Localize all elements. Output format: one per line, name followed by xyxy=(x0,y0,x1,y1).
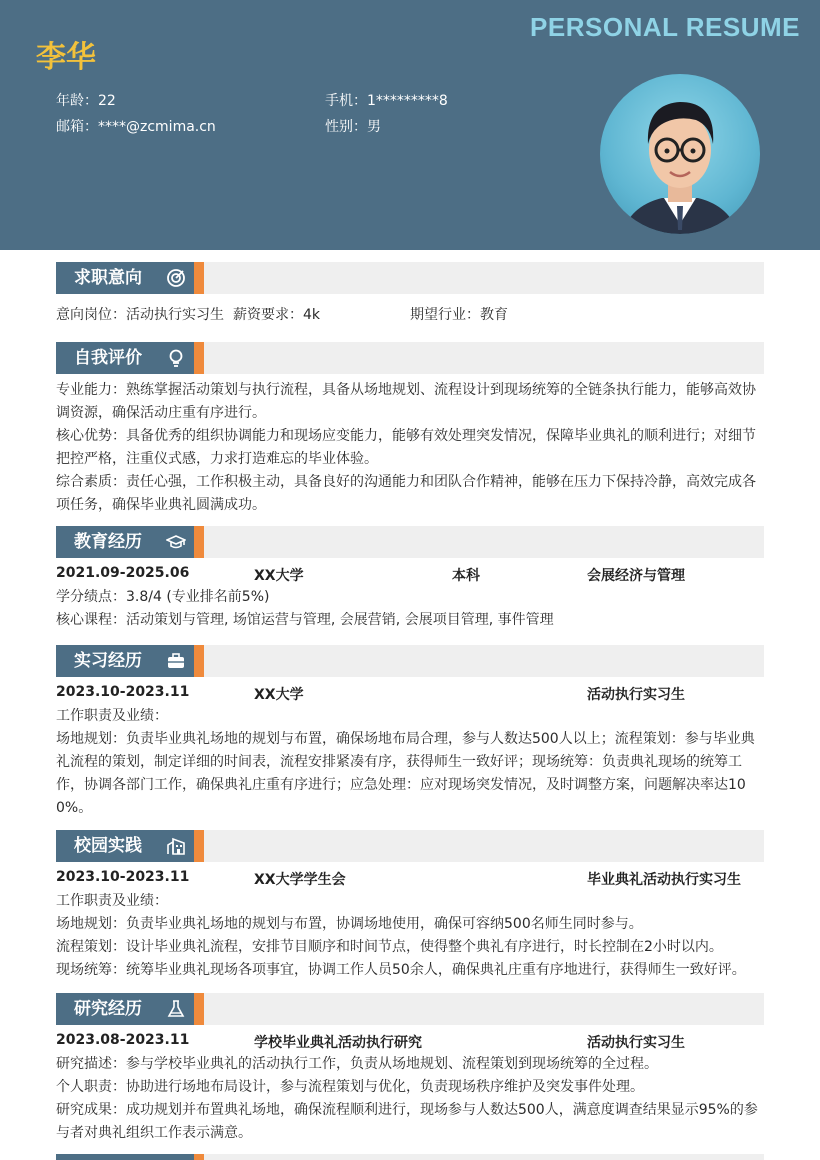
campus-org: XX大学学生会 xyxy=(254,872,346,888)
flask-icon xyxy=(166,999,186,1019)
section-research xyxy=(56,993,764,1025)
building-icon xyxy=(166,836,186,856)
text-line: 流程策划：设计毕业典礼流程，安排节目顺序和时间节点，使得整个典礼有序进行，时长控制在2小时以内。 xyxy=(56,939,723,955)
text-line: 研究描述：参与学校毕业典礼的活动执行工作，负责从场地规划、流程策划到现场统筹的全过程。 xyxy=(56,1056,658,1072)
resume-tag: PERSONAL RESUME xyxy=(530,12,800,42)
candidate-name: 李华 xyxy=(36,40,96,75)
section-accent xyxy=(194,645,204,677)
text-line: 综合素质：责任心强，工作积极主动，具备良好的沟通能力和团队合作精神，能够在压力下保持冷静，高效完成各 xyxy=(56,474,756,490)
edu-major: 会展经济与管理 xyxy=(587,568,685,584)
section-self-eval xyxy=(56,342,764,374)
target-icon xyxy=(166,268,186,288)
section-internship xyxy=(56,645,764,677)
campus-text xyxy=(56,890,768,982)
next-section-label-edge xyxy=(56,1154,194,1160)
text-line: 专业能力：熟练掌握活动策划与执行流程，具备从场地规划、流程设计到现场统筹的全链条执行能力，能够高效协 xyxy=(56,382,756,398)
section-title: 教育经历 xyxy=(56,526,194,558)
lightbulb-icon xyxy=(166,348,186,368)
intern-date: 2023.10-2023.11 xyxy=(56,684,190,700)
section-accent xyxy=(194,993,204,1025)
section-education xyxy=(56,526,764,558)
edu-courses: 核心课程：活动策划与管理, 场馆运营与管理, 会展营销, 会展项目管理, 事件管理 xyxy=(56,612,554,628)
section-accent xyxy=(194,342,204,374)
phone-field: 手机：1*********8 xyxy=(325,93,448,109)
age-field: 年龄：22 xyxy=(56,93,116,109)
text-line: 0%。 xyxy=(56,800,93,816)
intent-salary: 薪资要求：4k xyxy=(233,307,321,323)
section-accent xyxy=(194,830,204,862)
section-intent xyxy=(56,262,764,294)
intent-industry: 期望行业：教育 xyxy=(410,307,508,323)
self-eval-text xyxy=(56,379,768,517)
edu-gpa: 学分绩点：3.8/4 (专业排名前5%) xyxy=(56,589,270,605)
edu-date: 2021.09-2025.06 xyxy=(56,565,190,581)
text-line: 工作职责及业绩： xyxy=(56,893,168,909)
section-accent xyxy=(194,262,204,294)
graduation-cap-icon xyxy=(166,532,186,552)
gender-field: 性别：男 xyxy=(325,119,381,135)
intent-position: 意向岗位：活动执行实习生 xyxy=(56,307,224,323)
text-line: 工作职责及业绩： xyxy=(56,708,168,724)
text-line: 礼流程的策划，制定详细的时间表，流程安排紧凑有序，获得师生一致好评；现场统筹：负责典礼现场的统筹工 xyxy=(56,754,742,770)
text-line: 现场统筹：统筹毕业典礼现场各项事宜，协调工作人员50余人，确保典礼庄重有序地进行，获得师生一致好评。 xyxy=(56,962,746,978)
section-title: 求职意向 xyxy=(56,262,194,294)
edu-school: XX大学 xyxy=(254,568,304,584)
text-line: 作，协调各部门工作，确保典礼庄重有序进行；应急处理：应对现场突发情况，及时调整方案，问题解决率达10 xyxy=(56,777,746,793)
next-section-bar xyxy=(56,1154,764,1160)
intern-role: 活动执行实习生 xyxy=(587,687,685,703)
intern-org: XX大学 xyxy=(254,687,304,703)
text-line: 场地规划：负责毕业典礼场地的规划与布置，确保场地布局合理，参与人数达500人以上；流程策划：参与毕业典 xyxy=(56,731,755,747)
header-banner xyxy=(0,0,820,250)
avatar xyxy=(600,74,760,234)
section-title: 自我评价 xyxy=(56,342,194,374)
text-line: 场地规划：负责毕业典礼场地的规划与布置，协调场地使用，确保可容纳500名师生同时参与。 xyxy=(56,916,643,932)
text-line: 研究成果：成功规划并布置典礼场地，确保流程顺利进行，现场参与人数达500人，满意度调查结果显示95%的参 xyxy=(56,1102,758,1118)
edu-details xyxy=(56,586,768,632)
section-accent xyxy=(194,526,204,558)
briefcase-icon xyxy=(166,651,186,671)
text-line: 与者对典礼组织工作表示满意。 xyxy=(56,1125,252,1141)
section-title: 实习经历 xyxy=(56,645,194,677)
text-line: 核心优势：具备优秀的组织协调能力和现场应变能力，能够有效处理突发情况，保障毕业典礼的顺利进行；对细节 xyxy=(56,428,756,444)
next-section-accent xyxy=(194,1154,204,1160)
research-project: 学校毕业典礼活动执行研究 xyxy=(254,1035,422,1051)
research-date: 2023.08-2023.11 xyxy=(56,1032,190,1048)
campus-role: 毕业典礼活动执行实习生 xyxy=(587,872,741,888)
section-title: 校园实践 xyxy=(56,830,194,862)
text-line: 调资源，确保活动庄重有序进行。 xyxy=(56,405,266,421)
text-line: 个人职责：协助进行场地布局设计，参与流程策划与优化，负责现场秩序维护及突发事件处理。 xyxy=(56,1079,644,1095)
portrait-icon xyxy=(600,74,760,234)
email-field: 邮箱：****@zcmima.cn xyxy=(56,119,216,135)
text-line: 项任务，确保毕业典礼圆满成功。 xyxy=(56,497,266,513)
campus-date: 2023.10-2023.11 xyxy=(56,869,190,885)
edu-degree: 本科 xyxy=(452,568,480,584)
section-campus xyxy=(56,830,764,862)
research-text xyxy=(56,1053,768,1145)
research-role: 活动执行实习生 xyxy=(587,1035,685,1051)
section-title: 研究经历 xyxy=(56,993,194,1025)
text-line: 把控严格，注重仪式感，力求打造难忘的毕业体验。 xyxy=(56,451,378,467)
intern-text xyxy=(56,705,768,820)
